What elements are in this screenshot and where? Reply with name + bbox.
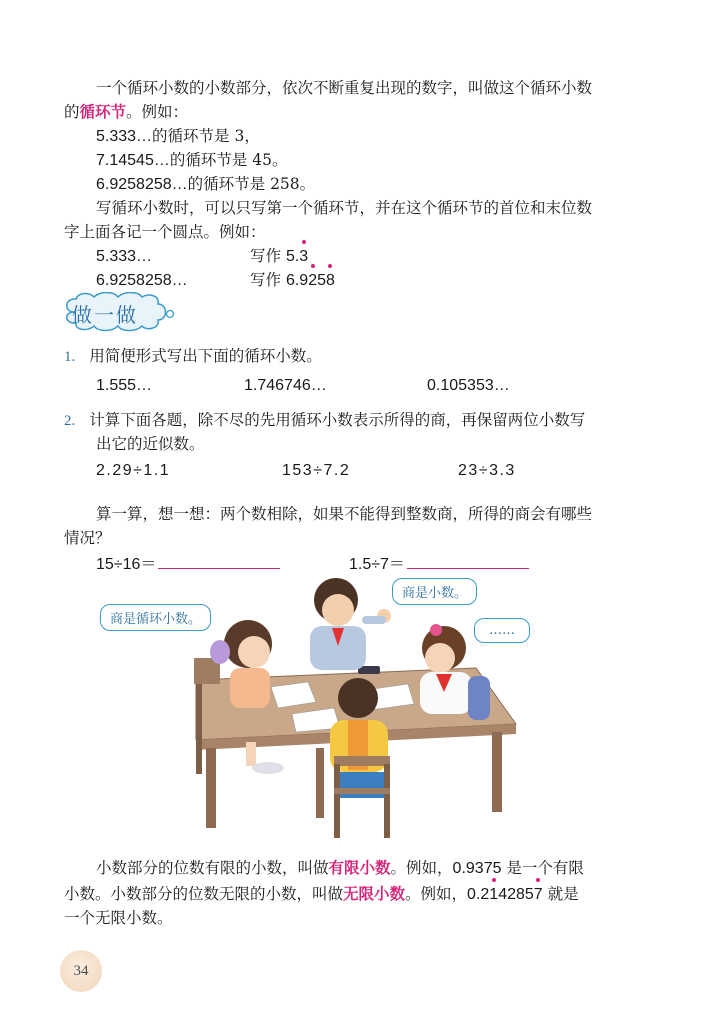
speech-bubble-left: 商是循环小数。 [100, 604, 211, 631]
repetend-dot [328, 264, 332, 268]
example-row [96, 124, 260, 149]
finite-text: 小数。小数部分的位数无限的小数，叫做 [64, 885, 344, 903]
example-number: 7.14545… [96, 152, 170, 169]
example-text: 的循环节是 258。 [187, 175, 316, 193]
page-number-badge [60, 950, 102, 992]
finite-line-3: 一个无限小数。 [64, 909, 173, 927]
example-number: 6.9258258… [96, 176, 188, 193]
repetend-dot [536, 878, 540, 882]
writing-line-1: 写循环小数时，可以只写第一个循环节，并在这个循环节的首位和末位数 [96, 199, 593, 217]
write-as-label: 写作 [250, 271, 282, 289]
notation-number: 6.9 25 8 [286, 272, 335, 289]
exercise-text: 用简便形式写出下面的循环小数。 [89, 347, 322, 365]
example-text: 的循环节是 3， [152, 127, 260, 145]
think-line-1: 算一算，想一想：两个数相除，如果不能得到整数商，所得的商会有哪些 [96, 505, 593, 523]
exercise-2-item: 153÷7.2 [282, 462, 351, 479]
equation-text: 1.5÷7＝ [349, 556, 405, 573]
exercise-2 [64, 408, 585, 433]
exercise-2-item: 2.29÷1.1 [96, 462, 171, 479]
writing-result [250, 268, 335, 293]
speech-bubble-top: 商是小数。 [392, 578, 477, 605]
intro-line-1: 一个循环小数的小数部分，依次不断重复出现的数字，叫做这个循环小数 [96, 79, 593, 97]
think-line-2: 情况？ [64, 529, 111, 547]
section-badge [60, 292, 180, 332]
equation-1 [96, 551, 280, 574]
exercise-number: 2. [64, 413, 76, 429]
finite-text: 。例如， [390, 859, 453, 877]
example-number: 5.333… [96, 128, 153, 145]
page-number: 34 [73, 962, 89, 979]
answer-blank[interactable] [407, 554, 529, 569]
writing-original: 6.9258258… [96, 272, 188, 289]
repetend-dot [302, 240, 306, 244]
exercise-1-item: 1.746746… [244, 377, 327, 394]
finite-text: 就是 [542, 885, 579, 903]
infinite-example-number: 0.2 14285 7 [467, 886, 543, 903]
speech-bubble-right: …… [474, 618, 530, 643]
exercise-1 [64, 344, 322, 369]
intro-post: 。例如： [126, 103, 189, 121]
equation-text: 15÷16＝ [96, 556, 157, 573]
intro-line-2 [64, 100, 188, 124]
term-repetend: 循环节 [79, 102, 127, 121]
write-as-label: 写作 [250, 247, 282, 265]
exercise-text: 计算下面各题，除不尽的先用循环小数表示所得的商，再保留两位小数写 [89, 411, 586, 429]
exercise-2-line-2: 出它的近似数。 [96, 435, 205, 453]
section-title: 做一做 [72, 303, 138, 327]
writing-original: 5.333… [96, 248, 153, 265]
term-infinite-decimal: 无限小数 [343, 884, 406, 903]
finite-text: 是一个有限 [501, 859, 584, 877]
finite-line-1 [96, 856, 584, 881]
writing-row [96, 244, 152, 269]
finite-line-2 [64, 882, 579, 907]
writing-line-2: 字上面各记一个圆点。例如： [64, 223, 266, 241]
answer-blank[interactable] [158, 554, 280, 569]
finite-text: 。例如， [405, 885, 468, 903]
example-row [96, 172, 315, 197]
exercise-1-item: 1.555… [96, 377, 153, 394]
example-text: 的循环节是 45。 [169, 151, 288, 169]
equation-2 [349, 551, 529, 574]
notation-number: 5. 3 [286, 248, 308, 265]
exercise-2-item: 23÷3.3 [458, 462, 516, 479]
intro-pre: 的 [64, 103, 80, 121]
exercise-1-item: 0.105353… [427, 377, 510, 394]
example-row [96, 148, 288, 173]
term-finite-decimal: 有限小数 [328, 858, 391, 877]
finite-text: 小数部分的位数有限的小数，叫做 [96, 859, 329, 877]
repetend-dot [311, 264, 315, 268]
finite-example-number: 0.9375 [452, 860, 502, 877]
writing-result [250, 244, 308, 269]
repetend-dot [492, 878, 496, 882]
writing-row [96, 268, 188, 293]
exercise-number: 1. [64, 349, 76, 365]
